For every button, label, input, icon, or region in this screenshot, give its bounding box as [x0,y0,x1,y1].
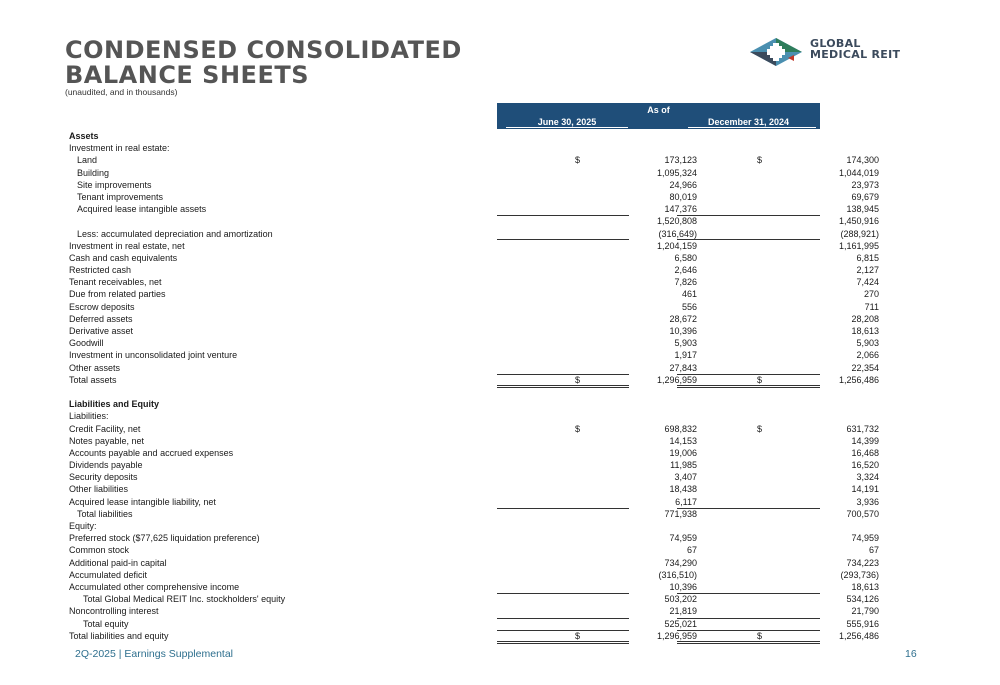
value-june-2025: 67 [686,545,697,556]
page-title-line1: CONDENSED CONSOLIDATED [65,36,462,64]
value-june-2025: 18,438 [669,484,697,495]
page-title-line2: BALANCE SHEETS [65,61,309,89]
table-row [69,325,879,337]
row-label: Less: accumulated depreciation and amortization [77,228,273,239]
value-dec-2024: 16,468 [851,447,879,458]
value-june-2025: 3,407 [674,472,697,483]
row-label: Tenant receivables, net [69,277,162,288]
table-row [69,203,879,215]
header-divider-2 [688,127,816,128]
value-june-2025: 698,832 [664,423,697,434]
table-row [69,593,879,605]
table-row [69,447,879,459]
table-row [69,154,879,166]
currency-symbol-1: $ [575,423,581,434]
row-label: Noncontrolling interest [69,606,159,617]
rule-line [677,630,820,631]
table-row [69,630,879,642]
double-rule-line [677,385,820,386]
table-row [69,240,879,252]
value-dec-2024: 174,300 [846,155,879,166]
rule-line [497,215,629,216]
value-dec-2024: 734,223 [846,557,879,568]
table-row [69,569,879,581]
value-june-2025: 5,903 [674,338,697,349]
row-label: Additional paid-in capital [69,557,167,568]
value-june-2025: (316,649) [658,228,697,239]
table-row [69,520,829,532]
table-row [69,532,879,544]
subtitle: (unaudited, and in thousands) [65,87,178,97]
value-june-2025: 11,985 [670,460,697,471]
value-dec-2024: 67 [868,545,879,556]
currency-symbol-2: $ [757,374,763,385]
value-june-2025: 503,202 [664,594,697,605]
value-june-2025: 1,296,959 [656,630,697,641]
page-title [65,38,462,88]
row-label: Accumulated deficit [69,569,148,580]
row-label: Total liabilities [77,508,133,519]
rule-line [497,508,629,509]
rule-line [497,593,629,594]
row-label: Accounts payable and accrued expenses [69,447,234,458]
rule-line [677,239,820,240]
footer-text: 2Q-2025 | Earnings Supplemental [75,648,233,660]
value-dec-2024: 1,161,995 [838,240,879,251]
row-label: Liabilities: [69,411,109,422]
row-label: Cash and cash equivalents [69,252,178,263]
header-divider-1 [506,127,628,128]
table-row [69,581,879,593]
value-june-2025: 461 [681,289,697,300]
rule-line [497,618,629,619]
row-label: Total liabilities and equity [69,630,169,641]
value-dec-2024: 14,399 [851,435,879,446]
company-logo [748,36,938,68]
row-label: Assets [69,131,99,141]
rule-line [497,239,629,240]
table-row [69,215,879,227]
table-row [69,228,879,240]
table-row [69,179,879,191]
table-row [69,508,879,520]
page-number: 16 [905,648,917,660]
value-june-2025: 1,520,808 [656,216,697,227]
table-row [69,398,829,410]
value-dec-2024: 711 [864,301,879,312]
rule-line [497,374,629,375]
value-june-2025: 6,580 [674,252,697,263]
double-rule-line [497,643,629,644]
value-dec-2024: 23,973 [851,179,879,190]
row-label: Equity: [69,521,97,531]
currency-symbol-1: $ [575,374,581,385]
column-header-june-2025: June 30, 2025 [537,117,597,127]
value-june-2025: 1,095,324 [656,167,697,178]
value-dec-2024: 2,127 [856,265,879,276]
value-dec-2024: 534,126 [846,594,879,605]
value-dec-2024: 22,354 [851,362,879,373]
value-june-2025: (316,510) [658,569,697,580]
row-label: Deferred assets [69,313,133,324]
table-row [69,471,879,483]
value-dec-2024: 555,916 [846,618,879,629]
row-label: Derivative asset [69,326,134,336]
table-row [69,252,879,264]
row-label: Accumulated other comprehensive income [69,581,240,592]
rule-line [677,593,820,594]
value-dec-2024: 3,936 [856,496,879,507]
row-label: Acquired lease intangible assets [77,204,207,215]
value-dec-2024: (288,921) [840,228,879,239]
double-rule-line [677,387,820,388]
currency-symbol-1: $ [575,155,581,166]
table-row [69,301,879,313]
row-label: Site improvements [77,179,152,190]
value-dec-2024: 270 [863,289,879,300]
value-june-2025: 24,966 [669,179,697,190]
value-dec-2024: 700,570 [846,508,879,519]
currency-symbol-1: $ [575,630,581,641]
value-june-2025: 2,646 [674,265,697,276]
column-header-dec-2024: December 31, 2024 [707,117,790,127]
row-label: Security deposits [69,472,138,483]
value-dec-2024: 1,256,486 [838,374,879,385]
table-row [69,496,879,508]
rule-line [677,618,820,619]
table-row [69,410,829,422]
row-label: Acquired lease intangible liability, net [69,496,216,507]
value-dec-2024: 74,959 [851,533,879,544]
row-label: Building [77,167,110,178]
logo-line2: MEDICAL REIT [810,48,901,61]
value-june-2025: 21,819 [669,606,697,617]
table-row [69,264,879,276]
row-label: Liabilities and Equity [69,399,160,410]
table-row [69,313,879,325]
double-rule-line [677,641,820,642]
value-june-2025: 1,917 [674,350,697,361]
value-dec-2024: (293,736) [840,569,879,580]
table-row [69,349,879,361]
row-label: Investment in unconsolidated joint venture [69,350,238,361]
row-label: Total equity [83,618,129,629]
row-label: Investment in real estate, net [69,240,185,251]
currency-symbol-2: $ [757,155,763,166]
value-june-2025: 1,204,159 [656,240,697,251]
table-row [69,191,879,203]
rule-line [677,215,820,216]
currency-symbol-2: $ [757,423,763,434]
value-june-2025: 771,938 [664,508,697,519]
value-dec-2024: 5,903 [856,338,879,349]
value-dec-2024: 1,044,019 [838,167,879,178]
value-june-2025: 525,021 [664,618,697,629]
value-june-2025: 1,296,959 [656,374,697,385]
row-label: Total Global Medical REIT Inc. stockholders' equity [83,594,286,605]
table-row [69,423,879,435]
table-row [69,130,829,142]
row-label: Escrow deposits [69,301,135,312]
value-june-2025: 7,826 [674,277,697,288]
value-dec-2024: 631,732 [846,423,879,434]
value-dec-2024: 21,790 [851,606,879,617]
value-dec-2024: 6,815 [856,252,879,263]
table-row [69,483,879,495]
value-dec-2024: 1,450,916 [838,216,879,227]
value-june-2025: 173,123 [664,155,697,166]
double-rule-line [677,643,820,644]
value-dec-2024: 2,066 [856,350,879,361]
value-dec-2024: 1,256,486 [838,630,879,641]
value-dec-2024: 28,208 [851,313,879,324]
header-as-of: As of [647,105,670,115]
row-label: Preferred stock ($77,625 liquidation preference) [69,533,260,544]
value-june-2025: 147,376 [664,204,697,215]
value-dec-2024: 3,324 [856,472,879,483]
logo-wordmark [810,38,900,60]
value-june-2025: 556 [681,301,697,312]
double-rule-line [497,385,629,386]
row-label: Total assets [69,374,117,385]
value-june-2025: 10,396 [669,581,697,592]
value-june-2025: 19,006 [669,447,697,458]
row-label: Goodwill [69,338,104,349]
double-rule-line [497,387,629,388]
value-june-2025: 28,672 [669,313,697,324]
row-label: Restricted cash [69,265,132,276]
table-row [69,557,879,569]
table-row [69,288,879,300]
row-label: Notes payable, net [69,435,145,446]
value-june-2025: 6,117 [675,496,697,507]
rule-line [677,374,820,375]
value-dec-2024: 14,191 [851,484,879,495]
table-row [69,459,879,471]
row-label: Dividends payable [69,460,143,471]
value-june-2025: 734,290 [664,557,697,568]
value-june-2025: 80,019 [669,191,697,202]
value-dec-2024: 7,424 [856,277,879,288]
table-row [69,142,829,154]
value-dec-2024: 18,613 [851,581,879,592]
row-label: Other assets [69,362,121,373]
value-dec-2024: 18,613 [851,326,879,336]
table-row [69,374,879,386]
row-label: Tenant improvements [77,191,164,202]
table-row [69,276,879,288]
table-row [69,435,879,447]
table-row [69,544,879,556]
double-rule-line [497,641,629,642]
currency-symbol-2: $ [757,630,763,641]
row-label: Common stock [69,545,130,556]
value-june-2025: 14,153 [669,435,697,446]
rule-line [497,630,629,631]
table-row [69,362,879,374]
value-dec-2024: 69,679 [851,191,879,202]
row-label: Investment in real estate: [69,143,170,154]
logo-mark-icon [748,36,804,68]
row-label: Credit Facility, net [69,423,141,434]
row-label: Other liabilities [69,484,129,495]
table-row [69,337,879,349]
rule-line [677,508,820,509]
table-row [69,167,879,179]
logo-line1: GLOBAL [810,37,861,50]
row-label: Due from related parties [69,289,166,300]
value-dec-2024: 16,520 [851,460,879,471]
value-june-2025: 10,396 [669,326,697,336]
row-label: Land [77,155,98,166]
table-row [69,618,879,630]
value-june-2025: 74,959 [669,533,697,544]
table-row [69,605,879,617]
value-june-2025: 27,843 [669,362,697,373]
value-dec-2024: 138,945 [846,204,879,215]
